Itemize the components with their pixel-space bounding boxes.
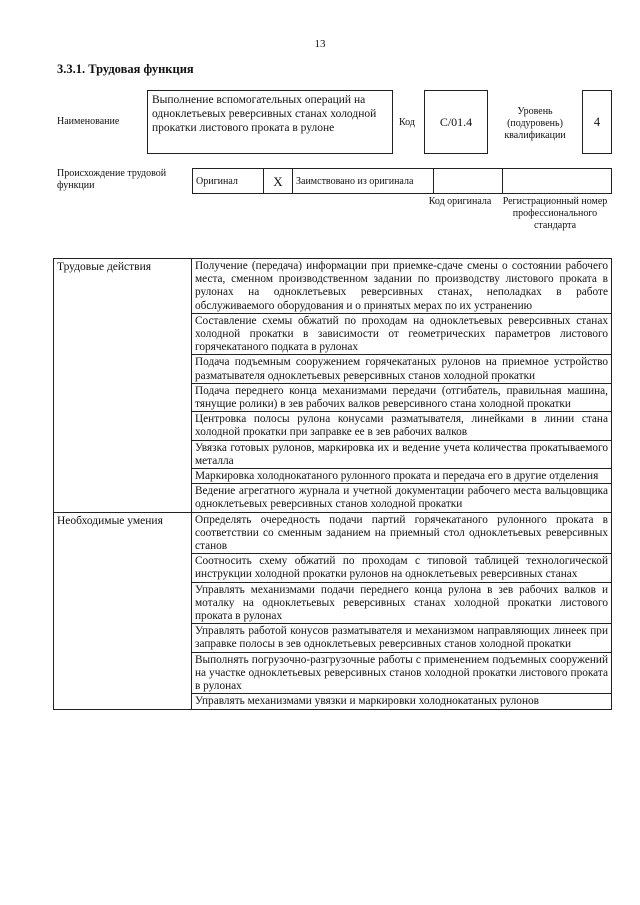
table-row xyxy=(54,512,612,554)
skill-item: Определять очередность подачи партий горячекатаного рулонного проката в соответствии со сменным заданием на приемный стол одноклетьевых реверсивных станов xyxy=(192,512,612,554)
origin-table xyxy=(192,168,612,194)
action-item: Составление схемы обжатий по проходам на одноклетьевых реверсивных станах холодной прокатки в зависимости от геометрических параметров листового горячекатаного подката в рулонах xyxy=(192,313,612,355)
level-label: Уровень (подуровень) квалификации xyxy=(504,106,566,141)
code-box: C/01.4 xyxy=(424,90,488,154)
original-mark: X xyxy=(264,169,293,194)
skill-item: Управлять работой конусов разматывателя и механизмом направляющих линеек при заправке полосы в зев одноклетьевых реверсивных станов холодной прокатки xyxy=(192,624,612,652)
page-number: 13 xyxy=(314,38,326,50)
action-item: Увязка готовых рулонов, маркировка их и ведение учета количества прокатываемого металла xyxy=(192,440,612,468)
level-box: 4 xyxy=(582,90,612,154)
name-label: Наименование xyxy=(57,116,120,127)
action-item: Ведение агрегатного журнала и учетной документации рабочего места вальцовщика одноклетьевых реверсивных станов холодной прокатки xyxy=(192,484,612,512)
section-title-skills: Необходимые умения xyxy=(54,512,192,709)
action-item: Подача переднего конца механизмами передачи (отгибатель, правильная машина, тянущие ролики) в зев рабочих валков реверсивного стана холодной прокатки xyxy=(192,383,612,411)
origin-code-cell xyxy=(434,169,503,194)
original-label: Оригинал xyxy=(193,169,264,194)
code-label: Код xyxy=(399,117,415,128)
function-name-box: Выполнение вспомогательных операций на одноклетьевых реверсивных станах холодной прокатки листового проката в рулоне xyxy=(147,90,393,154)
action-item: Центровка полосы рулона конусами разматывателя, линейками в линии стана холодной прокатки при заправке ее в зев рабочих валков xyxy=(192,412,612,440)
origin-label: Происхождение трудовой функции xyxy=(57,168,167,191)
function-table xyxy=(53,258,612,710)
action-item: Маркировка холоднокатаного рулонного проката и передача его в другие отделения xyxy=(192,469,612,484)
code-original-caption: Код оригинала xyxy=(428,196,492,207)
skill-item: Соотносить схему обжатий по проходам с типовой таблицей технологической инструкции холодной прокатки рулонов на одноклетьевых реверсивных станах xyxy=(192,554,612,582)
table-row xyxy=(54,259,612,314)
action-item: Получение (передача) информации при приемке-сдаче смены о состоянии рабочего места, сменном производственном задании по производству листового проката в рулонах на одноклетьевых реверсивных станах, неполадках в работе обслуживаемого оборудования и о принятых мерах по их устранению xyxy=(192,259,612,314)
section-title-actions: Трудовые действия xyxy=(54,259,192,513)
skill-item: Управлять механизмами подачи переднего конца рулона в зев рабочих валков и моталку на одноклетьевых реверсивных станах холодной прокатки листового проката в рулонах xyxy=(192,582,612,624)
action-item: Подача подъемным сооружением горячекатаных рулонов на приемное устройство разматывателя одноклетьевых реверсивных станов холодной прокатки xyxy=(192,355,612,383)
borrowed-label: Заимствовано из оригинала xyxy=(293,169,434,194)
reg-number-caption: Регистрационный номер профессионального стандарта xyxy=(502,196,608,231)
section-title: 3.3.1. Трудовая функция xyxy=(57,62,194,76)
origin-reg-cell xyxy=(503,169,612,194)
skill-item: Управлять механизмами увязки и маркировки холоднокатаных рулонов xyxy=(192,694,612,709)
skill-item: Выполнять погрузочно-разгрузочные работы с применением подъемных сооружений на участке одноклетьевых реверсивных станов холодной прокатки листового проката в рулонах xyxy=(192,652,612,694)
